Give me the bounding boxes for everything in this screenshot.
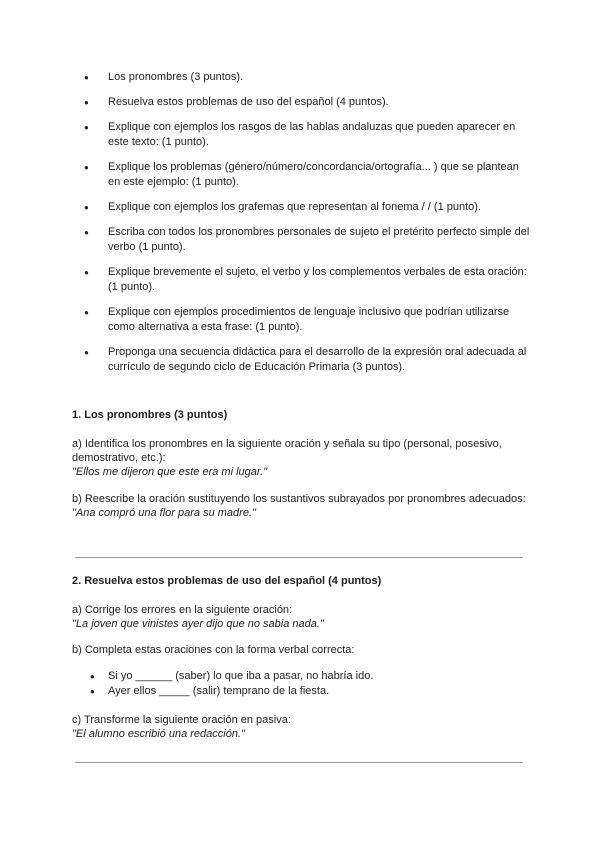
topic-item: ● Explique con ejemplos los grafemas que representan al fonema / / (1 punto).: [84, 200, 530, 215]
question-a-quote: "La joven que vinistes ayer dijo que no sabia nada.": [72, 618, 324, 630]
section-1-title: 1. Los pronombres (3 puntos): [72, 409, 228, 421]
topic-item: ● Explique los problemas (género/número/concordancia/ortografía... ) que se plantean en este ejemplo: (1 punto).: [84, 160, 530, 190]
section-1-question-a: [72, 437, 530, 479]
topic-item: ● Proponga una secuencia didáctica para el desarrollo de la expresión oral adecuada al currículo de segundo ciclo de Educación Primaria (3 puntos).: [84, 345, 530, 375]
fill-in-item: ● Si yo ______ (saber) lo que iba a pasar, no habría ido.: [90, 669, 520, 684]
question-a-text: a) Corrige los errores en la siguiente oración:: [72, 604, 293, 616]
section-2-b-list: [90, 669, 520, 699]
topic-item: ● Resuelva estos problemas de uso del español (4 puntos).: [84, 95, 530, 110]
topic-item: ● Explique con ejemplos procedimientos de lenguaje inclusivo que podrían utilizarse como alternativa a esta frase: (1 punto).: [84, 305, 530, 335]
question-a-quote: "Ellos me dijeron que este era mi lugar.": [72, 466, 268, 478]
fill-in-item: ● Ayer ellos _____ (salir) temprano de la fiesta.: [90, 684, 520, 699]
topic-item: ● Escriba con todos los pronombres personales de sujeto el pretérito perfecto simple del verbo (1 punto).: [84, 225, 530, 255]
section-divider: [75, 557, 523, 558]
section-2-question-c: [72, 713, 530, 741]
section-2-title: 2. Resuelva estos problemas de uso del español (4 puntos): [72, 575, 382, 587]
question-b-quote: "Ana compró una flor para su madre.": [72, 507, 256, 519]
section-divider: [75, 762, 523, 763]
question-c-text: c) Transforme la siguiente oración en pasiva:: [72, 714, 291, 726]
question-a-text: a) Identifica los pronombres en la siguiente oración y señala su tipo (personal, posesivo, demostrativo, etc.):: [72, 438, 502, 464]
topic-item: ● Explique con ejemplos los rasgos de las hablas andaluzas que pueden aparecer en este texto: (1 punto).: [84, 120, 530, 150]
topic-item: ● Explique brevemente el sujeto, el verbo y los complementos verbales de esta oración: (1 punto).: [84, 265, 530, 295]
section-2-question-b: b) Completa estas oraciones con la forma verbal correcta:: [72, 644, 355, 656]
question-c-quote: "El alumno escribió una redacción.": [72, 728, 245, 740]
question-b-text: b) Reescribe la oración sustituyendo los sustantivos subrayados por pronombres adecuados:: [72, 493, 526, 505]
topics-list: [84, 70, 530, 385]
topic-item: ● Los pronombres (3 puntos).: [84, 70, 530, 85]
section-1-question-b: [72, 492, 530, 520]
section-2-question-a: [72, 603, 530, 631]
